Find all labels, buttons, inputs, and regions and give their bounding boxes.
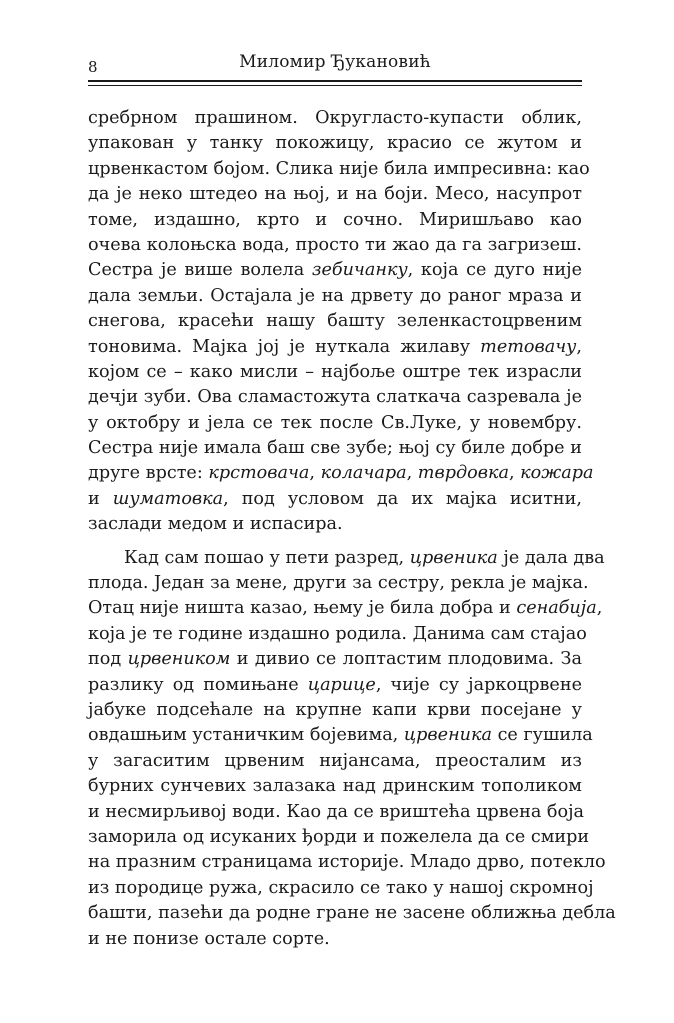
- text-run: друге врсте:: [88, 463, 209, 484]
- text-run: бурних сунчевих залазака над дринским тополиком: [88, 776, 582, 797]
- italic-term: тврдовка: [417, 463, 509, 484]
- text-line: [88, 749, 582, 774]
- text-line: [88, 901, 616, 926]
- text-line: [88, 774, 582, 799]
- text-run: дала земљи. Остајала је на дрвету до раног мраза и: [88, 285, 582, 306]
- text-run: под: [88, 649, 128, 670]
- text-line: [88, 233, 582, 258]
- text-run: и не понизе остале сорте.: [88, 928, 330, 949]
- text-line: [88, 284, 582, 309]
- text-run: тоновима. Мајка јој је нуткала жилаву: [88, 336, 481, 357]
- text-run: Отац није ништа казао, њему је била добра и: [88, 598, 517, 619]
- text-line: [88, 673, 582, 698]
- italic-term: кожара: [520, 463, 594, 484]
- text-run: сребрном прашином. Округласто-купасти облик,: [88, 108, 582, 128]
- paragraph-1: [88, 106, 594, 538]
- italic-term: тетовачу: [480, 336, 577, 357]
- running-title: Миломир Ђукановић: [239, 52, 431, 72]
- text-run: , која се дуго није: [407, 260, 582, 281]
- page-number: 8: [88, 58, 98, 76]
- italic-term: сенабија: [516, 598, 597, 619]
- text-run: очева колоњска вода, просто ти жао да га загризеш.: [88, 234, 582, 255]
- text-run: ,: [596, 598, 603, 619]
- text-line: [88, 850, 606, 875]
- text-run: јабуке подсећале на крупне капи крви посејане у: [88, 699, 582, 720]
- italic-term: крстовача: [208, 463, 310, 484]
- text-run: разлику од помињане: [88, 674, 308, 695]
- body-text: [88, 106, 616, 952]
- paragraph-2: [88, 546, 616, 952]
- text-run: ,: [508, 463, 521, 484]
- header-rule-thin: [88, 85, 582, 86]
- italic-term: шуматовка: [112, 488, 224, 509]
- italic-term: црвеником: [127, 649, 231, 670]
- text-run: Кад сам пошао у пети разред,: [124, 547, 410, 568]
- text-line: [88, 487, 582, 512]
- text-run: црвенкастом бојом. Слика није била импресивна: као: [88, 158, 590, 179]
- text-run: ,: [309, 463, 321, 484]
- italic-term: колачара: [320, 463, 407, 484]
- text-line: [88, 546, 605, 571]
- text-line: [88, 723, 593, 748]
- text-line: [88, 182, 582, 207]
- text-run: Сестра није имала баш све зубе; њој су биле добре и: [88, 438, 582, 459]
- text-line: [88, 309, 582, 334]
- text-line: [88, 461, 594, 486]
- text-run: ,: [406, 463, 418, 484]
- text-run: да је неко штедео на њој, и на боји. Месо, насупрот: [88, 184, 582, 205]
- text-line: [88, 157, 590, 182]
- text-line: [88, 360, 582, 385]
- text-line: [88, 385, 582, 410]
- text-run: дечји зуби. Ова сламастожута слаткача сазревала је: [88, 387, 582, 408]
- text-run: у октобру и јела се тек после Св.Луке, у новембру.: [88, 412, 582, 433]
- text-line: [88, 622, 587, 647]
- text-run: на празним страницама историје. Младо дрво, потекло: [88, 852, 606, 873]
- text-run: се гушила: [491, 725, 593, 746]
- italic-term: зебичанку: [311, 260, 408, 281]
- text-run: Сестра је више волела: [88, 260, 312, 281]
- text-line: [88, 825, 590, 850]
- text-line: [88, 876, 594, 901]
- text-run: која је те године издашно родила. Данима сам стајао: [88, 623, 587, 644]
- text-run: из породице ружа, скрасило се тако у нашој скромној: [88, 877, 594, 898]
- header-rule-thick: [88, 80, 582, 82]
- text-line: [88, 647, 582, 672]
- text-run: , под условом да их мајка иситни,: [223, 488, 582, 509]
- text-run: плода. Један за мене, други за сестру, рекла је мајка.: [88, 573, 589, 594]
- text-run: , чије су јаркоцрвене: [375, 674, 582, 695]
- text-run: овдашњим устаничким бојевима,: [88, 725, 404, 746]
- text-line: [88, 208, 582, 233]
- italic-term: црвеника: [409, 547, 498, 568]
- text-run: је дала два: [497, 547, 605, 568]
- text-line: [88, 800, 585, 825]
- text-run: ,: [576, 336, 582, 357]
- text-line: [88, 927, 582, 952]
- text-run: заслади медом и испасира.: [88, 514, 343, 535]
- text-run: снегова, красећи нашу башту зеленкастоцрвеним: [88, 311, 582, 332]
- text-run: томе, издашно, крто и сочно. Миришљаво као: [88, 209, 582, 230]
- text-line: [88, 571, 589, 596]
- text-run: башти, пазећи да родне гране не засене оближња дебла: [88, 903, 616, 924]
- running-header: [88, 52, 582, 78]
- text-line: [88, 258, 582, 283]
- text-run: којом се – како мисли – најбоље оштре тек израсли: [88, 361, 582, 382]
- text-run: и: [88, 488, 113, 509]
- text-run: и дивио се лоптастим плодовима. За: [230, 649, 582, 670]
- italic-term: црвеника: [403, 725, 492, 746]
- text-line: [88, 106, 582, 131]
- text-run: у загаситим црвеним нијансама, преосталим из: [88, 750, 582, 771]
- text-line: [88, 335, 582, 360]
- italic-term: царице: [307, 674, 376, 695]
- text-line: [88, 512, 582, 537]
- text-line: [88, 436, 582, 461]
- text-line: [88, 411, 582, 436]
- paragraph-gap: [88, 538, 582, 546]
- text-run: и несмирљивој води. Као да се вриштећа црвена боја: [88, 801, 585, 822]
- text-run: заморила од исуканих ђорди и пожелела да се смири: [88, 826, 590, 847]
- text-line: [88, 698, 582, 723]
- text-run: упакован у танку покожицу, красио се жутом и: [88, 133, 582, 154]
- text-line: [88, 596, 603, 621]
- text-line: [88, 131, 582, 156]
